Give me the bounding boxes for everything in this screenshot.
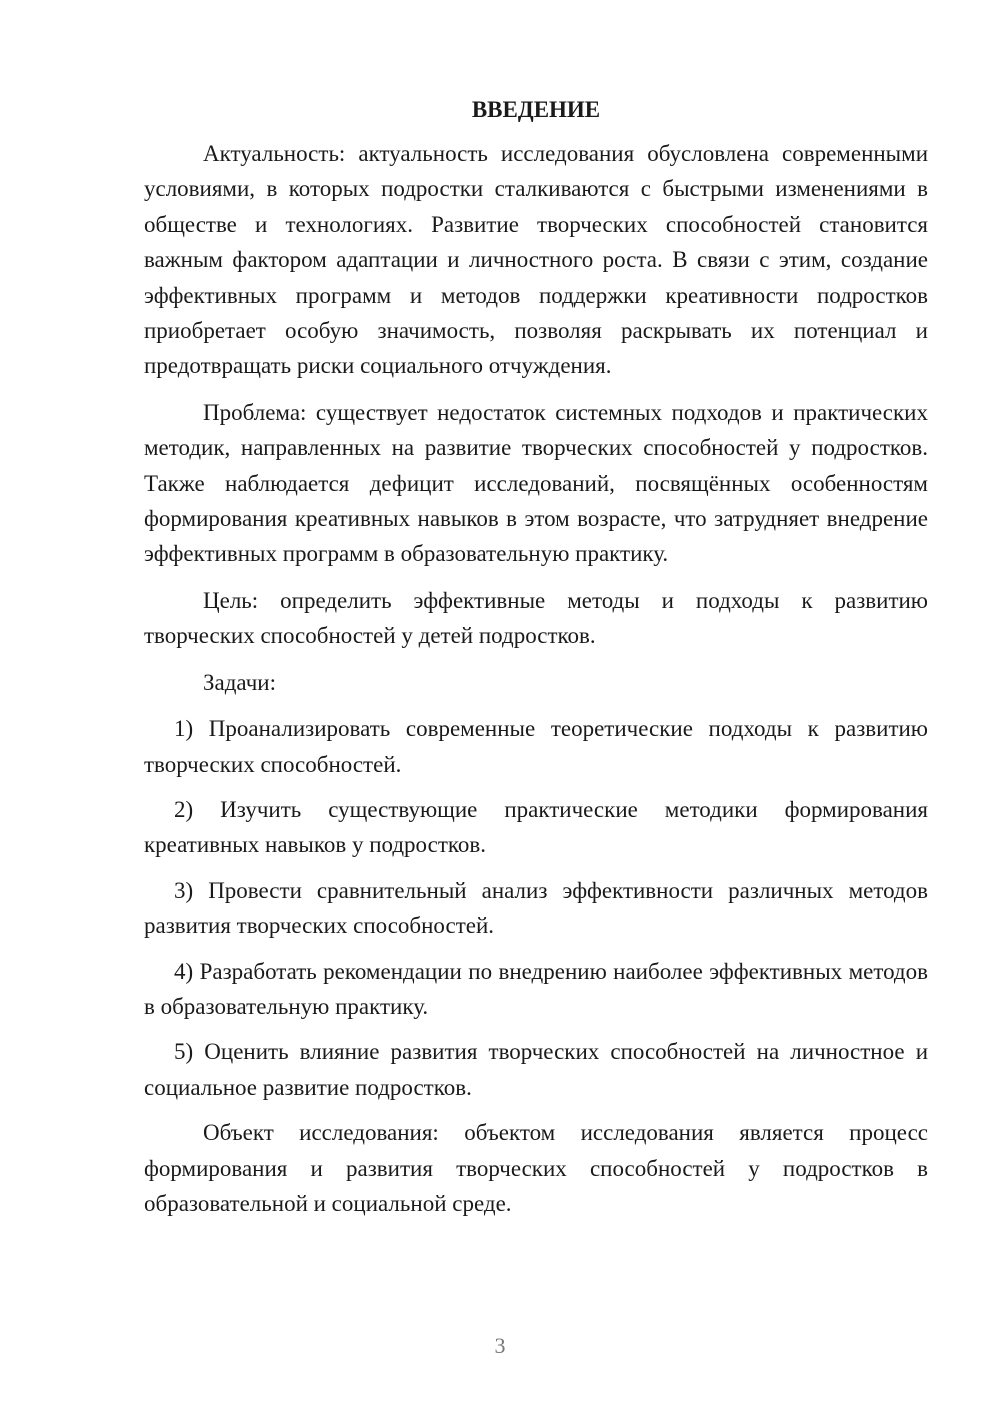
- document-body: [144, 92, 928, 1232]
- relevance-paragraph: Актуальность: актуальность исследования обусловлена современными условиями, в которых подростки сталкиваются с быстрыми изменениями в обществе и технологиях. Развитие творческих способностей становится важным фактором адаптации и личностного роста. В связи с этим, создание эффективных программ и методов поддержки креативности подростков приобретает особую значимость, позволяя раскрывать их потенциал и предотвращать риски социального отчуждения.: [144, 141, 928, 379]
- object-paragraph: Объект исследования: объектом исследования является процесс формирования и развития творческих способностей у подростков в образовательной и социальной среде.: [144, 1120, 928, 1216]
- task-item-5: 5) Оценить влияние развития творческих способностей на личностное и социальное развитие подростков.: [144, 1039, 928, 1100]
- goal-paragraph: Цель: определить эффективные методы и подходы к развитию творческих способностей у детей подростков.: [144, 587, 928, 649]
- tasks-list: [144, 711, 928, 1105]
- task-item-4: 4) Разработать рекомендации по внедрению наиболее эффективных методов в образовательную практику.: [144, 958, 928, 1019]
- problem-paragraph: Проблема: существует недостаток системных подходов и практических методик, направленных на развитие творческих способностей у подростков. Также наблюдается дефицит исследований, посвящённых особенностям формирования креативных навыков в этом возрасте, что затрудняет внедрение эффективных программ в образовательную практику.: [144, 399, 928, 567]
- task-item-1: 1) Проанализировать современные теоретические подходы к развитию творческих способностей.: [144, 716, 928, 777]
- section-heading: ВВЕДЕНИЕ: [471, 97, 601, 122]
- tasks-label: Задачи:: [203, 669, 276, 695]
- task-item-2: 2) Изучить существующие практические методики формирования креативных навыков у подростков.: [144, 796, 928, 858]
- page-number: 3: [494, 1333, 506, 1358]
- task-item-3: 3) Провести сравнительный анализ эффективности различных методов развития творческих способностей.: [144, 877, 928, 939]
